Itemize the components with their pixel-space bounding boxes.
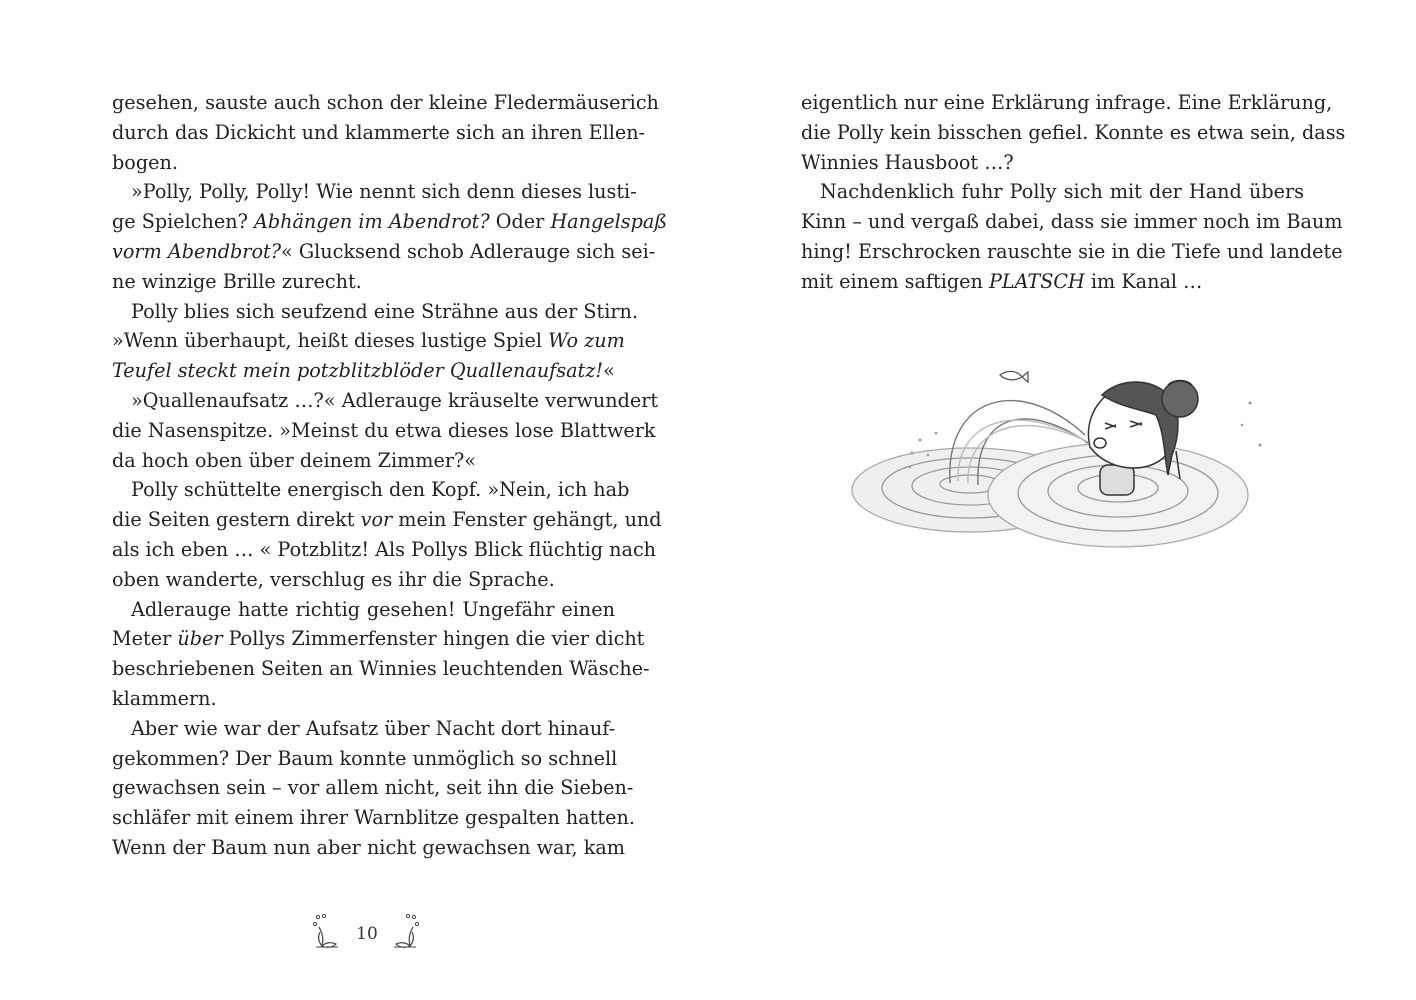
text-line [801, 148, 1304, 178]
text-line [112, 297, 639, 327]
text-run: Meter [112, 627, 178, 651]
text-run: oben wanderte, verschlug es ihr die Sprache. [112, 567, 555, 591]
sprout-ornament-right-icon [386, 912, 422, 956]
text-line [112, 565, 615, 595]
text-run: bogen. [112, 150, 178, 174]
italic-text: vorm Abendbrot? [112, 239, 281, 263]
text-run: eigentlich nur eine Erklärung infrage. Eine Erklärung, [801, 91, 1333, 114]
text-run: Pollys Zimmerfenster hingen die vier dicht [222, 627, 645, 651]
text-run: Polly schüttelte energisch den Kopf. »Nein, ich hab [131, 478, 630, 502]
italic-text: über [177, 627, 223, 651]
sprout-ornament-left-icon [310, 912, 346, 956]
text-run: als ich eben … « Potzblitz! Als Pollys Blick flüchtig nach [112, 537, 657, 561]
text-run: Oder [489, 210, 551, 234]
paragraph [801, 88, 1346, 177]
girl-spitting-water-illustration [850, 355, 1270, 565]
text-line [112, 803, 635, 833]
text-run: da hoch oben über deinem Zimmer?« [112, 448, 477, 472]
page-number: 10 [356, 924, 378, 944]
text-line [801, 177, 1304, 207]
text-line [112, 475, 630, 505]
text-run: gewachsen sein – vor allem nicht, seit ihn die Sieben- [112, 776, 634, 800]
text-line [112, 535, 657, 565]
right-page [708, 0, 1416, 1000]
text-line [801, 88, 1333, 118]
italic-text: Hangelspaß [550, 210, 668, 234]
italic-text: vor [360, 508, 393, 532]
text-run: »Wenn überhaupt, heißt dieses lustige Spiel [112, 329, 549, 353]
text-run: « Glucksend schob Adlerauge sich sei- [281, 239, 656, 263]
water-ripples [852, 443, 1248, 547]
text-run: ne winzige Brille zurecht. [112, 269, 362, 293]
text-run: beschriebenen Seiten an Winnies leuchtenden Wäsche- [112, 657, 650, 681]
left-page-text [112, 88, 668, 863]
text-line [112, 624, 645, 654]
text-line [112, 744, 618, 774]
text-run: »Polly, Polly, Polly! Wie nennt sich denn dieses lusti- [131, 180, 637, 204]
text-line [112, 267, 615, 297]
text-line [112, 773, 634, 803]
text-run: gekommen? Der Baum konnte unmöglich so schnell [112, 746, 618, 770]
text-run: »Quallenaufsatz …?« Adlerauge kräuselte verwundert [131, 388, 659, 412]
text-line [112, 654, 650, 684]
text-run: Nachdenklich fuhr Polly sich mit der Hand übers [820, 180, 1304, 204]
text-run: Wenn der Baum nun aber nicht gewachsen war, kam [112, 835, 626, 859]
text-run: durch das Dickicht und klammerte sich an ihren Ellen- [112, 120, 646, 144]
text-line [112, 833, 626, 863]
italic-text: Abhängen im Abendrot? [254, 210, 490, 234]
text-line [112, 118, 646, 148]
text-run: gesehen, sauste auch schon der kleine Fledermäuserich [112, 91, 659, 114]
text-line [801, 207, 1343, 237]
text-line [112, 356, 615, 386]
page-footer [310, 912, 420, 956]
text-run: mit einem saftigen [801, 269, 989, 293]
text-line [112, 386, 659, 416]
text-line [112, 684, 615, 714]
text-line [112, 505, 662, 535]
text-line [112, 207, 668, 237]
text-line [801, 118, 1346, 148]
paragraph [112, 475, 662, 594]
right-page-text [801, 88, 1346, 297]
text-run: mein Fenster gehängt, und [392, 508, 662, 532]
text-run: schläfer mit einem ihrer Warnblitze gespalten hatten. [112, 806, 635, 830]
italic-text: PLATSCH [988, 269, 1085, 293]
paragraph [112, 297, 639, 386]
text-line [112, 148, 615, 178]
text-line [112, 237, 656, 267]
text-run: die Seiten gestern direkt [112, 508, 361, 532]
text-run: klammern. [112, 686, 217, 710]
text-run: Adlerauge hatte richtig gesehen! Ungefähr einen [131, 597, 615, 621]
paragraph [801, 177, 1343, 296]
text-line [112, 326, 625, 356]
text-run: die Nasenspitze. »Meinst du etwa dieses lose Blattwerk [112, 418, 656, 442]
text-run: ge Spielchen? [112, 210, 254, 234]
text-line [801, 237, 1343, 267]
text-run: « [603, 359, 615, 383]
text-line [112, 446, 615, 476]
paragraph [112, 177, 668, 296]
italic-text: Teufel steckt mein potzblitzblöder Quallenaufsatz! [112, 359, 604, 383]
italic-text: Wo zum [548, 329, 625, 353]
text-run: Aber wie war der Aufsatz über Nacht dort hinauf- [131, 716, 616, 740]
paragraph [112, 595, 650, 714]
text-line [112, 88, 659, 118]
text-run: die Polly kein bisschen gefiel. Konnte es etwa sein, dass [801, 120, 1346, 144]
paragraph [112, 386, 659, 475]
text-run: Polly blies sich seufzend eine Strähne aus der Stirn. [131, 299, 639, 323]
text-line [112, 177, 637, 207]
text-line [801, 267, 1304, 297]
fish-icon [1000, 371, 1028, 382]
text-run: hing! Erschrocken rauschte sie in die Tiefe und landete [801, 239, 1343, 263]
text-run: im Kanal … [1084, 269, 1203, 293]
text-line [112, 595, 615, 625]
text-run: Winnies Hausboot …? [801, 150, 1014, 174]
text-line [112, 416, 656, 446]
paragraph [112, 88, 659, 177]
text-run: Kinn – und vergaß dabei, dass sie immer noch im Baum [801, 210, 1343, 234]
text-line [112, 714, 615, 744]
paragraph [112, 714, 635, 863]
